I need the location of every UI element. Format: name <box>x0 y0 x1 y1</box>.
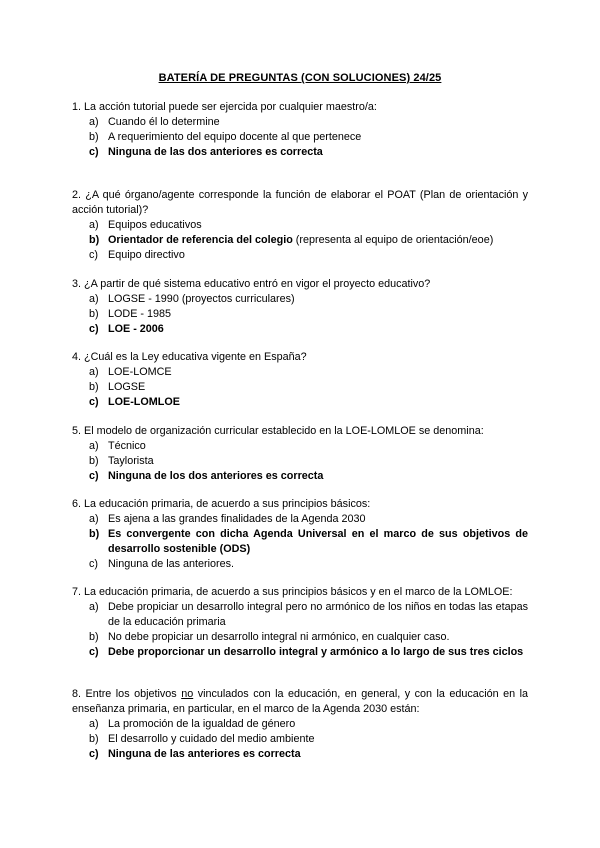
question-7 <box>72 585 528 660</box>
option-text: Es convergente con dicha Agenda Universal en el marco de sus objetivos de desarrollo sostenible (ODS) <box>108 528 528 555</box>
option-text: Orientador de referencia del colegio <box>108 234 293 246</box>
option-text: No debe propiciar un desarrollo integral ni armónico, en cualquier caso. <box>108 631 450 643</box>
option-text: Equipos educativos <box>108 219 202 231</box>
option-letter: c) <box>89 558 98 570</box>
question-2 <box>72 188 528 263</box>
option-letter: a) <box>89 440 99 452</box>
option-letter: a) <box>89 366 99 378</box>
option-letter: a) <box>89 293 99 305</box>
option-letter: a) <box>89 718 99 730</box>
question-text: 2. ¿A qué órgano/agente corresponde la función de elaborar el POAT (Plan de orientación y acción tutorial)? <box>72 189 528 216</box>
option-b <box>72 380 528 395</box>
option-b <box>72 630 528 645</box>
option-text: Cuando él lo determine <box>108 116 220 128</box>
option-a <box>72 439 528 454</box>
option-b-correct <box>72 527 528 557</box>
option-c-correct <box>72 747 528 762</box>
page-title: BATERÍA DE PREGUNTAS (CON SOLUCIONES) 24/25 <box>158 72 442 84</box>
question-6 <box>72 497 528 572</box>
option-text: A requerimiento del equipo docente al que pertenece <box>108 131 362 143</box>
option-c-correct <box>72 645 528 660</box>
option-text: Debe propiciar un desarrollo integral pero no armónico de los niños en todas las etapas de la educación primaria <box>108 601 528 628</box>
option-b-correct <box>72 233 528 248</box>
option-text: Taylorista <box>108 455 154 467</box>
option-text: LODE - 1985 <box>108 308 172 320</box>
option-letter: c) <box>89 323 99 335</box>
option-letter: a) <box>89 219 99 231</box>
option-letter: b) <box>89 381 99 393</box>
option-text: LOGSE <box>108 381 146 393</box>
question-5 <box>72 424 528 484</box>
question-text <box>72 687 528 717</box>
option-c-correct <box>72 469 528 484</box>
option-letter: b) <box>89 733 99 745</box>
option-letter: b) <box>89 308 99 320</box>
option-a <box>72 115 528 130</box>
option-letter: c) <box>89 748 99 760</box>
question-4 <box>72 350 528 410</box>
option-letter: b) <box>89 631 99 643</box>
option-letter: b) <box>89 131 99 143</box>
option-letter: b) <box>89 234 100 246</box>
question-text: 7. La educación primaria, de acuerdo a sus principios básicos y en el marco de la LOMLOE: <box>72 586 513 598</box>
option-text: Ninguna de los dos anteriores es correcta <box>108 470 324 482</box>
option-text: La promoción de la igualdad de género <box>108 718 296 730</box>
option-letter: a) <box>89 601 99 613</box>
option-a <box>72 218 528 233</box>
option-a <box>72 365 528 380</box>
option-text: Debe proporcionar un desarrollo integral y armónico a lo largo de sus tres ciclos <box>108 646 524 658</box>
option-letter: c) <box>89 470 99 482</box>
option-letter: b) <box>89 455 99 467</box>
option-note: (representa al equipo de orientación/eoe) <box>292 234 494 246</box>
option-text: LOGSE - 1990 (proyectos curriculares) <box>108 293 295 305</box>
option-letter: b) <box>89 528 100 540</box>
option-letter: c) <box>89 249 98 261</box>
option-c <box>72 248 528 263</box>
option-text: El desarrollo y cuidado del medio ambiente <box>108 733 315 745</box>
question-text: 5. El modelo de organización curricular establecido en la LOE-LOMLOE se denomina: <box>72 425 484 437</box>
question-text-end: vinculados con la educación, en general, y con la educación en la enseñanza primaria, en particular, en el marco de la Agenda 2030 están: <box>72 688 528 715</box>
option-text: Ninguna de las anteriores. <box>108 558 235 570</box>
option-a <box>72 717 528 732</box>
option-text: Técnico <box>108 440 146 452</box>
option-letter: c) <box>89 146 99 158</box>
option-a <box>72 600 528 630</box>
option-letter: a) <box>89 513 99 525</box>
option-b <box>72 307 528 322</box>
option-text: LOE-LOMCE <box>108 366 172 378</box>
option-text: Ninguna de las anteriores es correcta <box>108 748 301 760</box>
option-b <box>72 732 528 747</box>
option-text: LOE - 2006 <box>108 323 164 335</box>
question-text-start: 8. Entre los objetivos <box>72 688 182 700</box>
option-letter: a) <box>89 116 99 128</box>
question-text: 3. ¿A partir de qué sistema educativo entró en vigor el proyecto educativo? <box>72 278 431 290</box>
option-text: Equipo directivo <box>108 249 185 261</box>
question-text: 6. La educación primaria, de acuerdo a sus principios básicos: <box>72 498 371 510</box>
option-text: Ninguna de las dos anteriores es correcta <box>108 146 323 158</box>
option-b <box>72 130 528 145</box>
option-b <box>72 454 528 469</box>
option-c <box>72 557 528 572</box>
option-text: Es ajena a las grandes finalidades de la Agenda 2030 <box>108 513 366 525</box>
option-c-correct <box>72 322 528 337</box>
option-text: LOE-LOMLOE <box>108 396 180 408</box>
underlined-word: no <box>181 688 194 700</box>
question-8 <box>72 687 528 762</box>
option-c-correct <box>72 145 528 160</box>
question-text: 1. La acción tutorial puede ser ejercida por cualquier maestro/a: <box>72 101 377 113</box>
option-a <box>72 292 528 307</box>
option-letter: c) <box>89 396 99 408</box>
question-1 <box>72 100 528 160</box>
question-text: 4. ¿Cuál es la Ley educativa vigente en España? <box>72 351 307 363</box>
option-letter: c) <box>89 646 99 658</box>
option-c-correct <box>72 395 528 410</box>
option-a <box>72 512 528 527</box>
question-3 <box>72 277 528 337</box>
